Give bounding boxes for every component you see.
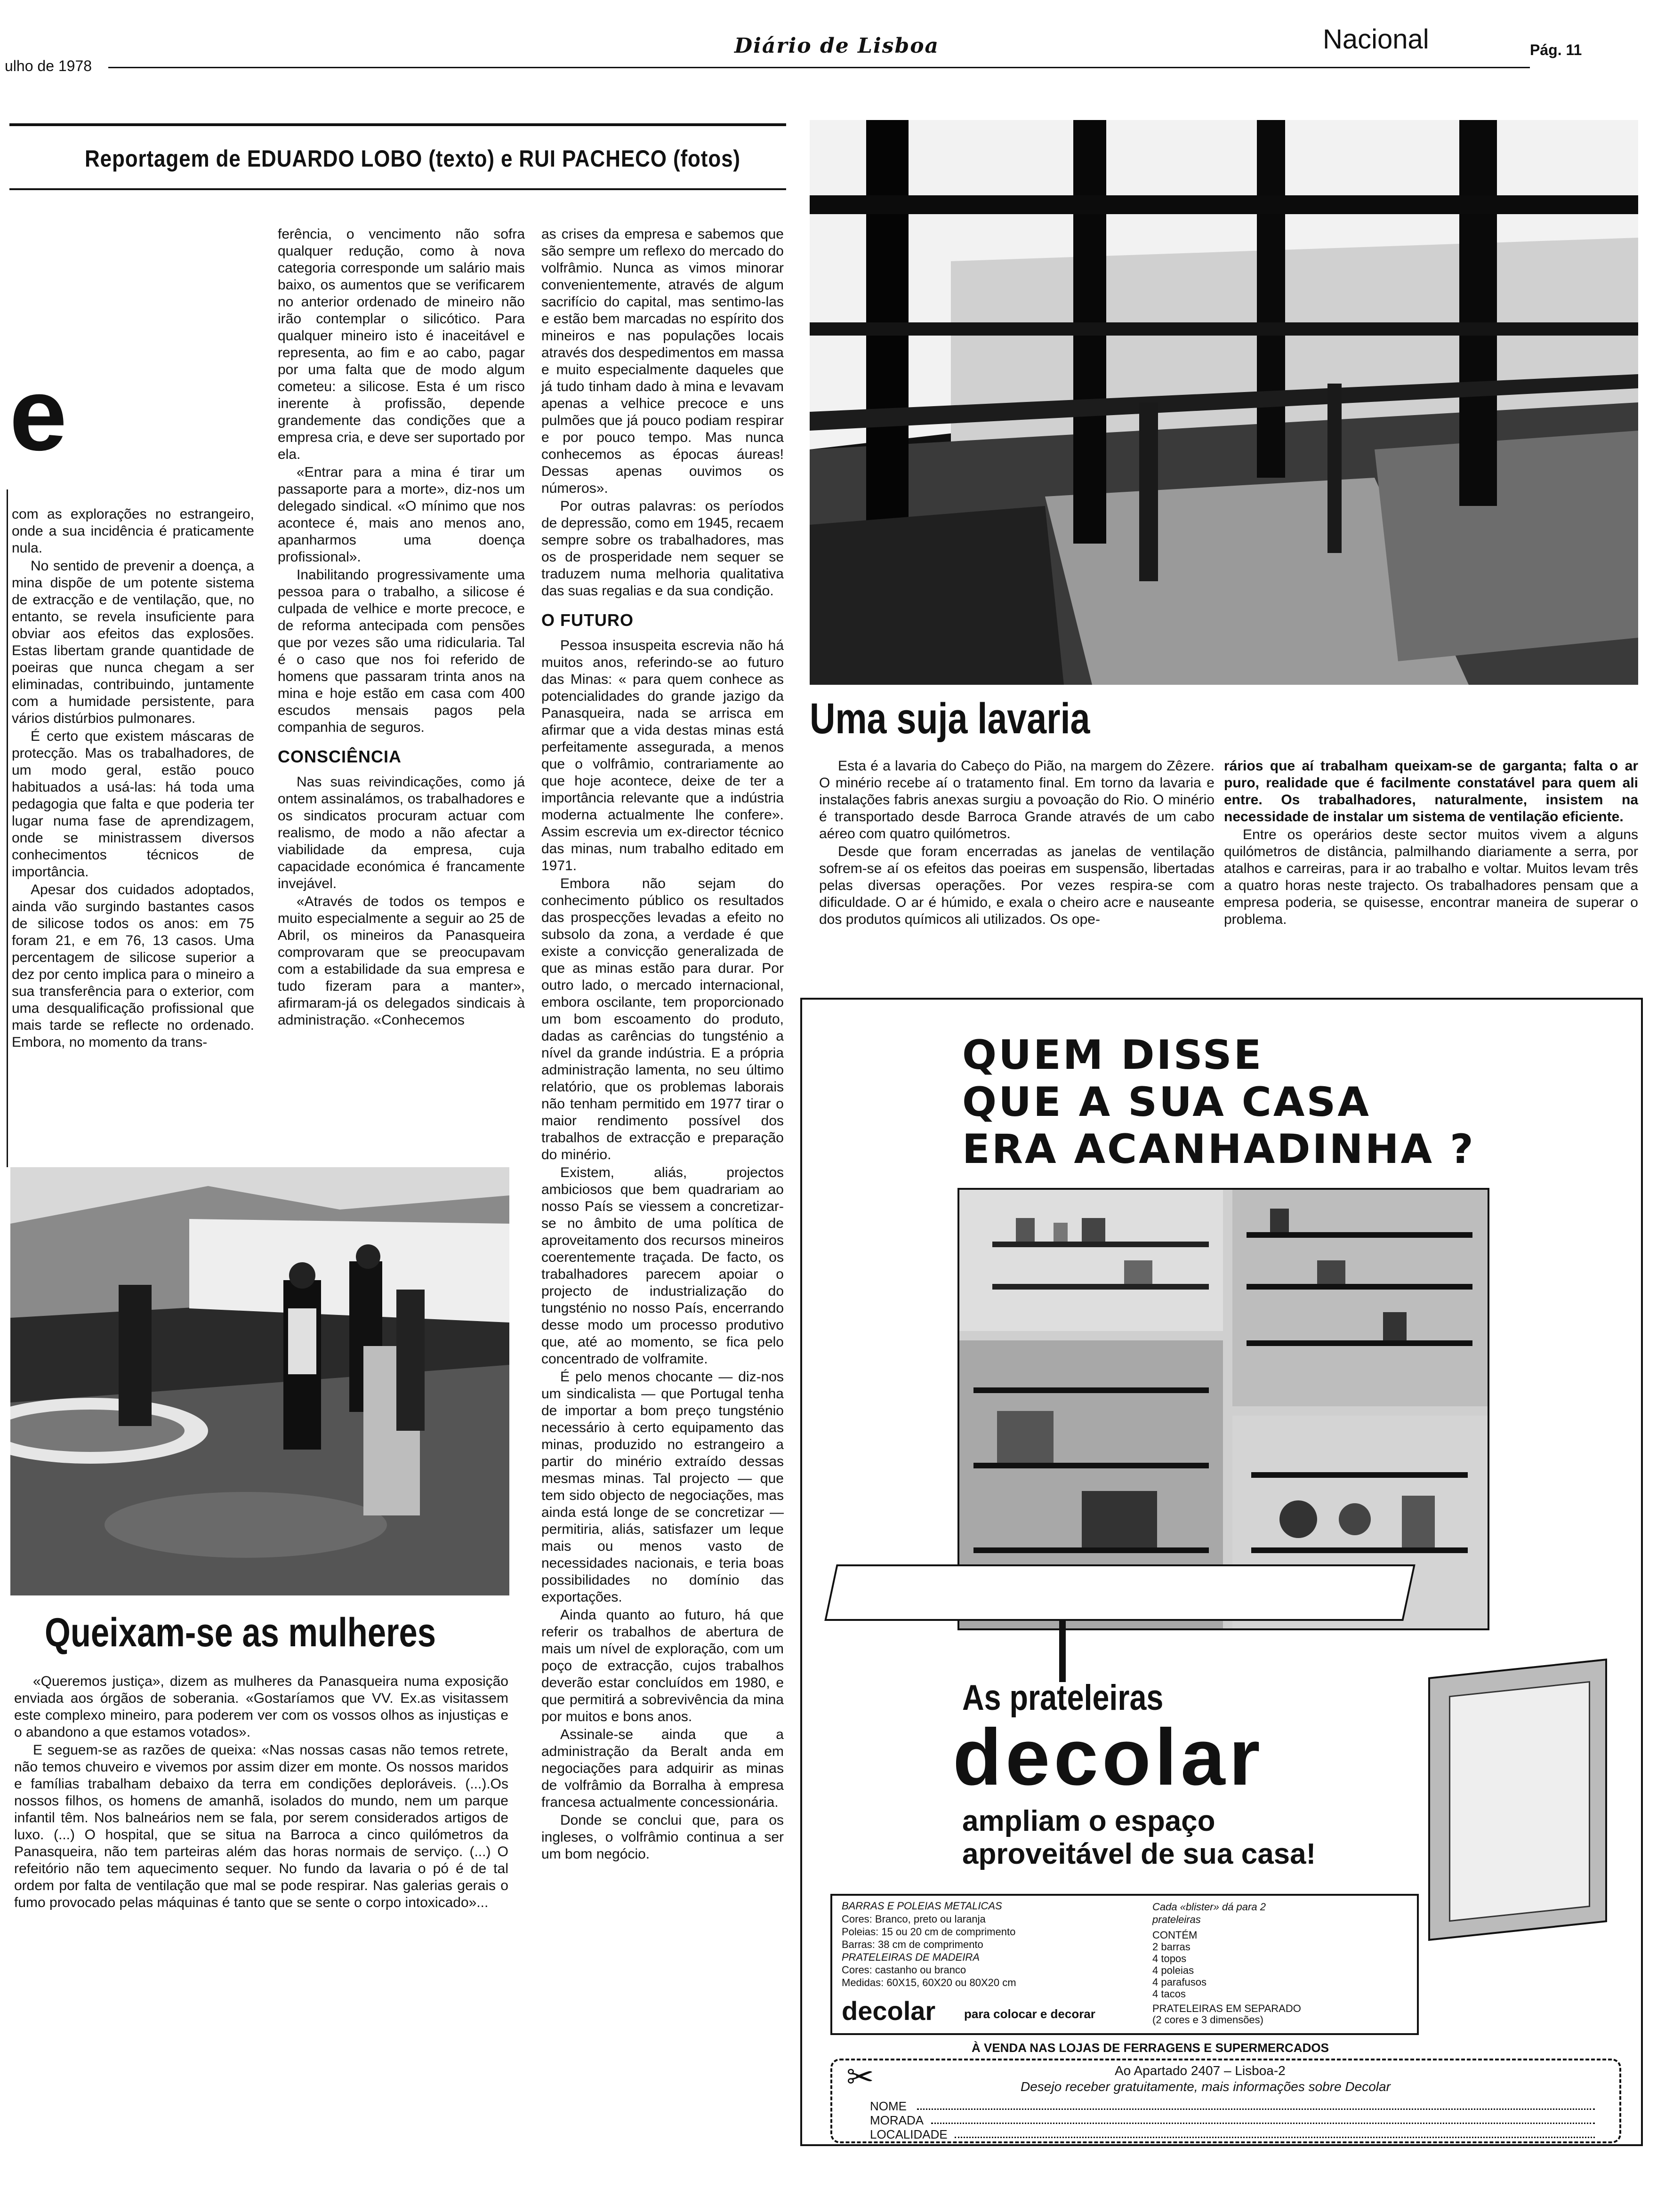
specs-title: BARRAS E POLEIAS METALICAS: [842, 1900, 1002, 1912]
ad-claim-1: ampliam o espaço: [962, 1805, 1215, 1837]
decolar-advertisement: [800, 998, 1643, 2146]
lavaria-headline: Uma suja lavaria: [810, 695, 1090, 743]
ad-coupon: [830, 2059, 1621, 2143]
coupon-address: Ao Apartado 2407 – Lisboa-2: [1115, 2063, 1286, 2078]
coupon-field-nome-line: [917, 2108, 1595, 2110]
women-p1: «Queremos justiça», dizem as mulheres da Panasqueira numa exposição enviada aos órgãos de soberania. «Gostaríamos que VV. Ex.as visitassem este complexo mineiro, para poderem ver com os vossos olhos as injustiças e o abandono a que estamos votados».: [14, 1674, 508, 1740]
col2-p5: «Através de todos os tempos e muito especialmente a seguir ao 25 de Abril, os mineiros da Panasqueira comprovaram que se preocupavam com a estabilidade da sua empresa e tudo fizeram para a manter», afirmaram-já os delegados sindicais à administração. «Conhecemos: [278, 894, 525, 1028]
byline: Reportagem de EDUARDO LOBO (texto) e RUI PACHECO (fotos): [85, 145, 740, 172]
lavaria-text-right: [1224, 758, 1638, 929]
lavaria-right-p2: Entre os operários deste sector muitos vivem a alguns quilómetros de distância, palmilhando diariamente a serra, por atalhos e carreiras, para ir ao trabalho e voltar. Muitos levam três a quatro horas neste trajecto. Os trabalhadores pensam que a empresa poderia, se quisesse, encontrar maneira de superar o problema.: [1224, 827, 1638, 927]
coupon-field-localidade[interactable]: [870, 2127, 1604, 2142]
specs-line-4: PRATELEIRAS DE MADEIRA: [842, 1951, 980, 1963]
col2-p2: «Entrar para a mina é tirar um passaporte para a morte», diz-nos um delegado sindical. «O mínimo que nos acontece é, mais ano menos ano, apanharmos uma doença profissional».: [278, 465, 525, 565]
coupon-field-morada-line: [931, 2123, 1595, 2124]
scissors-icon: ✂: [846, 2059, 874, 2095]
coupon-field-localidade-label: LOCALIDADE: [870, 2127, 948, 2141]
page-header: [0, 0, 1657, 74]
ad-shelf-board: [824, 1564, 1416, 1621]
coupon-field-localidade-line: [955, 2137, 1595, 2138]
masthead: Diário de Lisboa: [734, 34, 940, 58]
col3-p3: Pessoa insuspeita escrevia não há muitos anos, referindo-se ao futuro das Minas: « para quem conhece as potencialidades do grande jazigo da Panasqueira, nada se arrisca em afirmar que a vida destas minas está perfeitamente assegurada, a menos que o volfrâmio, contrariamente ao que hoje acontece, deixe de ter a importância relevante que a indústria moderna actualmente lhe confere». Assim escrevia um ex-director técnico das minas, num trabalho editado em 1971.: [541, 638, 784, 874]
ad-brand-small-tail: para colocar e decorar: [964, 2007, 1095, 2021]
photo-lavaria-image: [810, 120, 1638, 685]
women-p2: E seguem-se as razões de queixa: «Nas nossas casas não temos retrete, não temos chuveiro e vivemos por assim dizer em monte. Os nossos maridos e famílias trabalham debaixo da terra em condições deploráveis. (...).Os nossos filhos, os homens de amanhã, isolados do mundo, nem um parque infantil têm. Nos balneários nem se fala, por serem considerados artigos de luxo. (...) O hospital, que se situa na Barroca a cinco quilómetros da Panasqueira, não tem parteiras além das horas normais de serviço. (...) O refeitório não tem aquecimento sequer. No fundo da lavaria o pó é de tal ordem por falta de ventilação que mal se pode respirar. Nas galerias gerais o fumo provocado pelas máquinas é tanto que se sente o corpo intoxicado»...: [14, 1742, 508, 1910]
col3-p7: Ainda quanto ao futuro, há que referir os trabalhos de abertura de mais um nível de exploração, com um poço de extracção, cujos trabalhos deverão estar concluídos em 1980, e que permitirá a sobrevivência da mina por muitos e bons anos.: [541, 1607, 784, 1724]
contem-item-2: 4 topos: [1152, 1953, 1187, 1964]
col1-p1: com as explorações no estrangeiro, onde a sua incidência é praticamente nula.: [12, 506, 254, 556]
lavaria-left-p2: Desde que foram encerradas as janelas de ventilação sofrem-se aí os efeitos das poeiras em suspensão, libertadas pelas diversas operações. Por vezes respira-se com dificuldade. O ar é húmido, e exala o cheiro acre e nauseante dos produtos químicos ali utilizados. Os ope-: [819, 844, 1215, 927]
col3-p2: Por outras palavras: os períodos de depressão, como em 1945, recaem sempre sobre os trabalhadores, mas os de prosperidade nem sequer se traduzem numa melhoria qualitativa das suas regalias e da sua condição.: [541, 498, 784, 599]
coupon-request: Desejo receber gratuitamente, mais informações sobre Decolar: [1021, 2079, 1391, 2094]
separado-line-1: PRATELEIRAS EM SEPARADO: [1152, 2003, 1301, 2014]
specs-line-1: Cores: Branco, preto ou laranja: [842, 1913, 986, 1925]
ad-title-line-2: QUE A SUA CASA: [962, 1079, 1371, 1126]
column-rule-left: [7, 489, 8, 1167]
specs-line-3: Barras: 38 cm de comprimento: [842, 1939, 983, 1950]
article-column-3: [541, 226, 784, 1864]
col1-p4: Apesar dos cuidados adoptados, ainda vão surgindo bastantes casos de silicose todos os anos: em 75 foram 21, e em 76, 13 casos. Uma percentagem de silicose superior a dez por cento implica para o mineiro a sua transferência para o exterior, com uma desqualificação profissional que mais tarde se reflecte no ordenado. Embora, no momento da trans-: [12, 882, 254, 1050]
col2-p3: Inabilitando progressivamente uma pessoa para o trabalho, a silicose é culpada de velhice e morte precoce, e de reforma antecipada com pensões que por vezes são uma ridicularia. Tal é o caso que nos foi referido de homens que passaram trinta anos na mina e hoje estão em casa com 400 escudos mensais pagos pela companhia de seguros.: [278, 567, 525, 735]
coupon-field-morada[interactable]: [870, 2113, 1604, 2128]
col2-p1: ferência, o vencimento não sofra qualquer redução, como à nova categoria corresponde um salário mais baixo, os aumentos que se verificarem no anterior ordenado de mineiro não irão contemplar o silicótico. Para qualquer mineiro isto é inaceitável e representa, ao fim e ao cabo, pagar por uma falta que de modo algum cometeu: a silicose. Esta é um risco inerente à profissão, depende grandemente das condições que a empresa cria, e deve ser suportado por ela.: [278, 226, 525, 462]
subheading-futuro: O FUTURO: [541, 610, 634, 630]
specs-line-2: Poleias: 15 ou 20 cm de comprimento: [842, 1926, 1016, 1938]
ad-brand-small: decolar: [842, 1996, 936, 2026]
ad-claim-2: aproveitável de sua casa!: [962, 1838, 1316, 1870]
col3-p6: É pelo menos chocante — diz-nos um sindicalista — que Portugal tenha de importar a bom preço tungsténio necessário à certo equipamento das minas, produzido no estrangeiro a partir do minério extraído dessas mesmas minas. Tal projecto — que tem sido objecto de negociações, mas ainda está longe de se concretizar — permitiria, aliás, satisfazer um leque mais ou menos vasto de necessidades nacionais, e teria boas possibilidades no domínio das exportações.: [541, 1369, 784, 1605]
coupon-field-nome[interactable]: [870, 2099, 1604, 2114]
ad-specs-box: [830, 1894, 1419, 2035]
lavaria-text-left: [819, 758, 1215, 929]
contem-item-1: 2 barras: [1152, 1941, 1190, 1953]
section-label: Nacional: [1323, 24, 1429, 55]
ad-title-line-1: QUEM DISSE: [962, 1032, 1263, 1079]
article-column-1: [12, 506, 254, 1052]
page-number: Pág. 11: [1530, 41, 1582, 58]
col1-p3: É certo que existem máscaras de protecção. Mas os trabalhadores, de um modo geral, estão pouco habituados a usá-las: há toda uma pedagogia que falta e que poderia ter lugar numa fase de aprendizagem, onde se ministrassem diversos conhecimentos técnicos de importância.: [12, 729, 254, 880]
ad-product-package: [1428, 1659, 1607, 1941]
contem-item-4: 4 parafusos: [1152, 1976, 1207, 1988]
col3-p4: Embora não sejam do conhecimento público os resultados das prospecções levadas a efeito no subsolo da zona, a verdade é que existe a convicção generalizada de que as minas estão para durar. Por outro lado, o mercado internacional, embora oscilante, tem proporcionado um bom escoamento do produto, dadas as carências do tungsténio a nível da grande indústria. E a própria administração lamenta, no seu último relatório, que os problemas laborais não tenham permitido em 1977 tirar o maior rendimento possível dos trabalhos de extracção e preparação do minério.: [541, 876, 784, 1162]
lavaria-right-p1: rários que aí trabalham queixam-se de garganta; falta o ar puro, realidade que é facilmente constatável para quem ali entre. Os trabalhadores, naturalmente, insistem na necessidade de instalar um sistema de ventilação eficiente.: [1224, 758, 1638, 825]
lavaria-left-p1: Esta é a lavaria do Cabeço do Pião, na margem do Zêzere. O minério recebe aí o tratamento final. Em torno da lavaria e instalações fabris anexas surgiu a povoação do Rio. O minério é transportado desde Barroca Grande através de um cabo aéreo com quatro quilómetros.: [819, 758, 1215, 842]
header-date: ulho de 1978: [5, 57, 92, 74]
coupon-field-morada-label: MORADA: [870, 2113, 924, 2127]
ad-venda: À VENDA NAS LOJAS DE FERRAGENS E SUPERMERCADOS: [972, 2041, 1329, 2055]
specs-line-6: Medidas: 60X15, 60X20 ou 80X20 cm: [842, 1977, 1016, 1988]
photo-lavaria: [810, 120, 1638, 685]
headline-fragment: e: [9, 356, 67, 472]
ad-brand: decolar: [953, 1713, 1264, 1802]
blister-note: Cada «blister» dá para 2 prateleiras: [1152, 1901, 1266, 1925]
coupon-field-nome-label: NOME: [870, 2099, 907, 2113]
contem-item-5: 4 tacos: [1152, 1988, 1186, 2000]
separado-line-2: (2 cores e 3 dimensões): [1152, 2014, 1263, 2026]
byline-top-rule: [9, 123, 786, 126]
col3-p1: as crises da empresa e sabemos que são sempre um reflexo do mercado do volfrâmio. Nunca as vimos minorar convenientemente, através de algum sacrifício do capital, mas sentimo-las e estão bem marcadas no espírito dos mineiros e nas populações locais através dos despedimentos em massa e muito especialmente daqueles que já tudo tinham dado à mina e levavam apenas a velhice precoce e uns pulmões que já pouco podiam respirar e por pouco tempo. Mas nunca conhecemos as épocas áureas! Dessas apenas ouvimos os números».: [541, 226, 784, 496]
header-rule: [108, 67, 1530, 68]
article-column-2: [278, 226, 525, 1030]
byline-bottom-rule: [9, 188, 786, 190]
package-panel: [1449, 1681, 1590, 1922]
col3-p9: Donde se conclui que, para os ingleses, o volfrâmio continua a ser um bom negócio.: [541, 1812, 784, 1862]
women-text: [14, 1673, 508, 1912]
specs-line-5: Cores: castanho ou branco: [842, 1964, 966, 1976]
photo-women-washing: [10, 1167, 509, 1595]
ad-title-line-3: ERA ACANHADINHA ?: [962, 1126, 1475, 1173]
ad-shelves-photo: [957, 1188, 1489, 1630]
ad-tagline: As prateleiras: [962, 1678, 1164, 1718]
col2-p4: Nas suas reivindicações, como já ontem assinalámos, os trabalhadores e os sindicatos procuram actuar com realismo, de modo a não afectar a viabilidade da empresa, cuja capacidade económica é francamente invejável.: [278, 774, 525, 891]
photo-women-washing-image: [10, 1167, 509, 1595]
subheading-consciencia: CONSCIÊNCIA: [278, 747, 402, 766]
col1-p2: No sentido de prevenir a doença, a mina dispõe de um potente sistema de extracção e de ventilação, que, no entanto, se revela insuficiente para obviar aos efeitos das explosões. Estas libertam grande quantidade de poeiras que nunca chegam a ser eliminadas, contribuindo, juntamente com a humidade persistente, para vários distúrbios pulmonares.: [12, 558, 254, 726]
col3-p5: Existem, aliás, projectos ambiciosos que bem quadrariam ao nosso País se viessem a concretizar-se no âmbito de uma política de aproveitamento dos recursos mineiros coerentemente traçada. De facto, os trabalhadores parecem apoiar o projecto de industrialização do tungsténio no nosso País, encerrando desse modo um processo produtivo que, até ao momento, se fica pelo concentrado de volframite.: [541, 1165, 784, 1367]
contem-item-3: 4 poleias: [1152, 1964, 1194, 1976]
ad-shelf-bracket: [1009, 1621, 1066, 1682]
contem-title: CONTÉM: [1152, 1929, 1198, 1941]
col3-p8: Assinale-se ainda que a administração da Beralt anda em negociações para adquirir as minas de volfrâmio da Borralha à empresa francesa actualmente concessionária.: [541, 1727, 784, 1810]
women-headline: Queixam-se as mulheres: [45, 1610, 436, 1655]
